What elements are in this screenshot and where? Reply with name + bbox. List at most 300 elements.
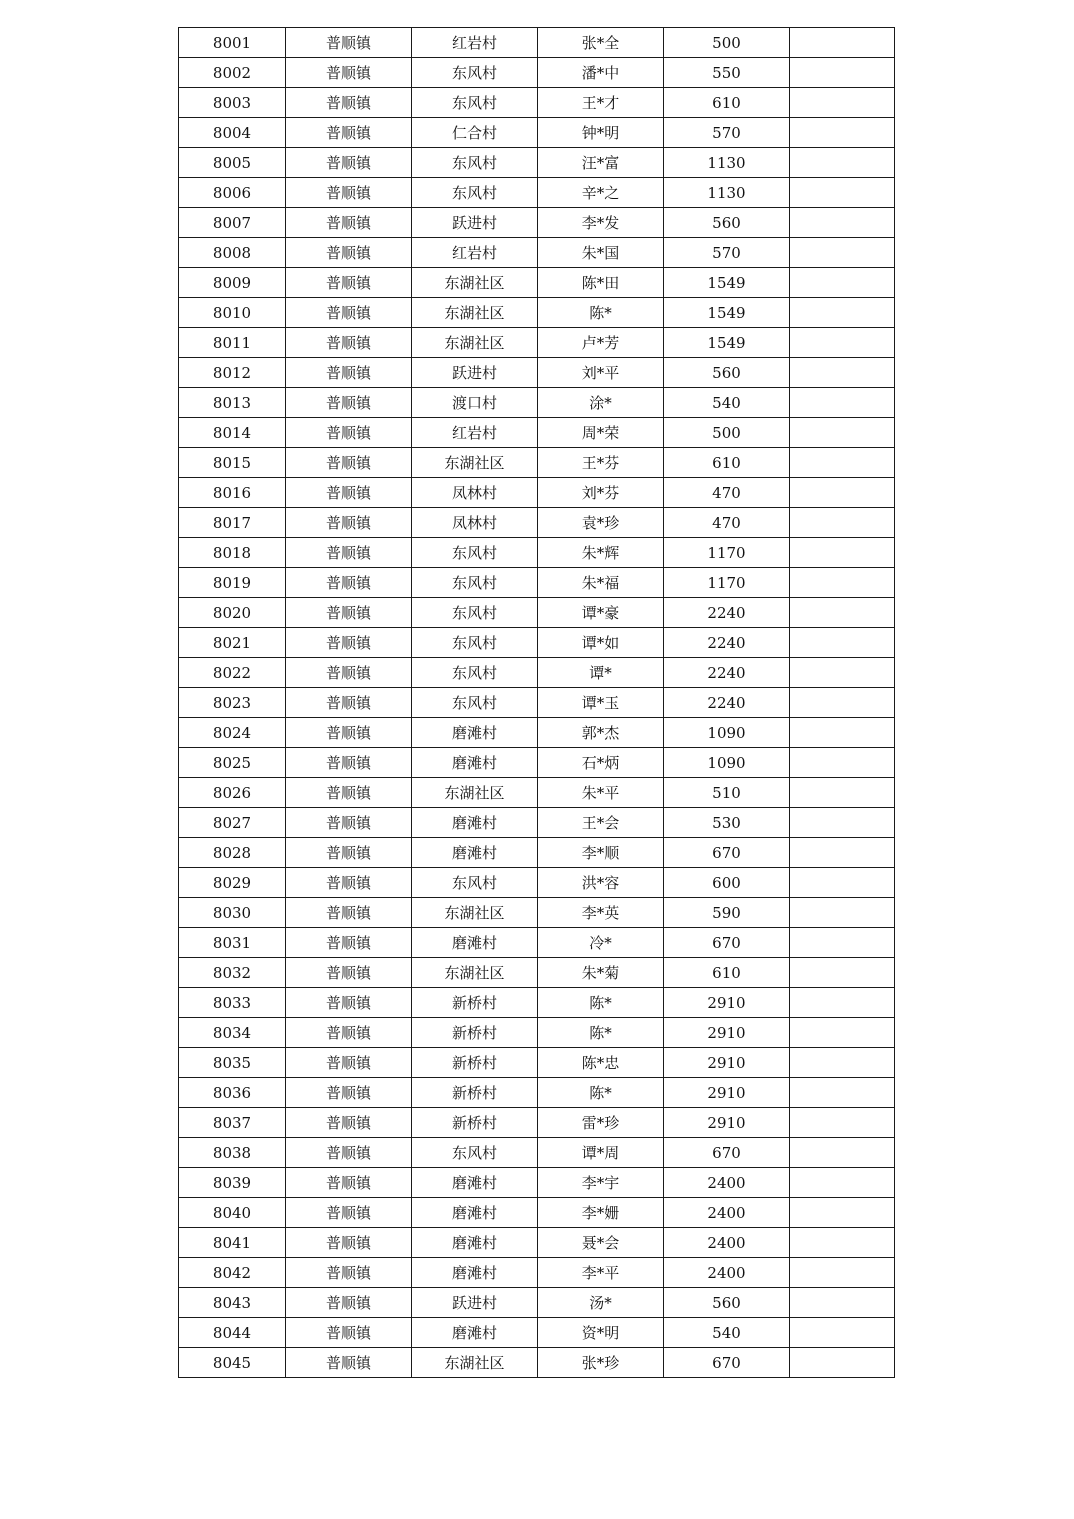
village-cell: 磨滩村 — [412, 808, 538, 838]
row-id-cell: 8034 — [179, 1018, 286, 1048]
town-cell: 普顺镇 — [286, 1138, 412, 1168]
town-cell: 普顺镇 — [286, 598, 412, 628]
village-cell: 磨滩村 — [412, 718, 538, 748]
amount-cell: 610 — [664, 958, 790, 988]
town-cell: 普顺镇 — [286, 628, 412, 658]
village-cell: 凤林村 — [412, 508, 538, 538]
town-cell: 普顺镇 — [286, 1318, 412, 1348]
name-cell: 谭*如 — [538, 628, 664, 658]
town-cell: 普顺镇 — [286, 28, 412, 58]
table-row — [179, 988, 895, 1018]
amount-cell: 610 — [664, 88, 790, 118]
village-cell: 红岩村 — [412, 238, 538, 268]
village-cell: 新桥村 — [412, 988, 538, 1018]
table-row — [179, 508, 895, 538]
town-cell: 普顺镇 — [286, 1108, 412, 1138]
row-id-cell: 8044 — [179, 1318, 286, 1348]
row-id-cell: 8017 — [179, 508, 286, 538]
row-id-cell: 8022 — [179, 658, 286, 688]
name-cell: 王*才 — [538, 88, 664, 118]
name-cell: 朱*菊 — [538, 958, 664, 988]
town-cell: 普顺镇 — [286, 508, 412, 538]
town-cell: 普顺镇 — [286, 928, 412, 958]
amount-cell: 570 — [664, 238, 790, 268]
amount-cell: 1170 — [664, 538, 790, 568]
village-cell: 东风村 — [412, 58, 538, 88]
village-cell: 东风村 — [412, 658, 538, 688]
table-row — [179, 358, 895, 388]
amount-cell: 2400 — [664, 1198, 790, 1228]
note-cell — [790, 958, 895, 988]
town-cell: 普顺镇 — [286, 298, 412, 328]
name-cell: 刘*芬 — [538, 478, 664, 508]
name-cell: 朱*辉 — [538, 538, 664, 568]
table-row — [179, 1318, 895, 1348]
amount-cell: 1130 — [664, 148, 790, 178]
table-row — [179, 448, 895, 478]
name-cell: 洪*容 — [538, 868, 664, 898]
amount-cell: 2240 — [664, 658, 790, 688]
row-id-cell: 8038 — [179, 1138, 286, 1168]
amount-cell: 2240 — [664, 628, 790, 658]
village-cell: 渡口村 — [412, 388, 538, 418]
village-cell: 东湖社区 — [412, 448, 538, 478]
roster-table-body — [179, 28, 895, 1378]
amount-cell: 560 — [664, 1288, 790, 1318]
town-cell: 普顺镇 — [286, 1168, 412, 1198]
village-cell: 东湖社区 — [412, 958, 538, 988]
amount-cell: 1549 — [664, 298, 790, 328]
village-cell: 东风村 — [412, 568, 538, 598]
name-cell: 冷* — [538, 928, 664, 958]
name-cell: 李*姗 — [538, 1198, 664, 1228]
row-id-cell: 8019 — [179, 568, 286, 598]
town-cell: 普顺镇 — [286, 1228, 412, 1258]
amount-cell: 1170 — [664, 568, 790, 598]
village-cell: 东风村 — [412, 178, 538, 208]
table-row — [179, 328, 895, 358]
note-cell — [790, 928, 895, 958]
note-cell — [790, 268, 895, 298]
row-id-cell: 8024 — [179, 718, 286, 748]
village-cell: 磨滩村 — [412, 928, 538, 958]
town-cell: 普顺镇 — [286, 748, 412, 778]
town-cell: 普顺镇 — [286, 208, 412, 238]
amount-cell: 1549 — [664, 268, 790, 298]
town-cell: 普顺镇 — [286, 328, 412, 358]
note-cell — [790, 1138, 895, 1168]
name-cell: 张*珍 — [538, 1348, 664, 1378]
village-cell: 磨滩村 — [412, 748, 538, 778]
table-row — [179, 1138, 895, 1168]
amount-cell: 590 — [664, 898, 790, 928]
note-cell — [790, 778, 895, 808]
name-cell: 卢*芳 — [538, 328, 664, 358]
town-cell: 普顺镇 — [286, 1078, 412, 1108]
note-cell — [790, 988, 895, 1018]
town-cell: 普顺镇 — [286, 118, 412, 148]
name-cell: 陈* — [538, 1018, 664, 1048]
town-cell: 普顺镇 — [286, 418, 412, 448]
town-cell: 普顺镇 — [286, 898, 412, 928]
amount-cell: 2400 — [664, 1258, 790, 1288]
row-id-cell: 8020 — [179, 598, 286, 628]
village-cell: 东风村 — [412, 628, 538, 658]
row-id-cell: 8043 — [179, 1288, 286, 1318]
row-id-cell: 8023 — [179, 688, 286, 718]
village-cell: 红岩村 — [412, 28, 538, 58]
table-row — [179, 658, 895, 688]
amount-cell: 670 — [664, 1348, 790, 1378]
note-cell — [790, 1078, 895, 1108]
name-cell: 朱*国 — [538, 238, 664, 268]
note-cell — [790, 88, 895, 118]
amount-cell: 500 — [664, 418, 790, 448]
name-cell: 陈* — [538, 1078, 664, 1108]
table-row — [179, 538, 895, 568]
name-cell: 王*芬 — [538, 448, 664, 478]
row-id-cell: 8030 — [179, 898, 286, 928]
table-row — [179, 1018, 895, 1048]
note-cell — [790, 1198, 895, 1228]
name-cell: 汪*富 — [538, 148, 664, 178]
village-cell: 新桥村 — [412, 1048, 538, 1078]
row-id-cell: 8002 — [179, 58, 286, 88]
name-cell: 谭*豪 — [538, 598, 664, 628]
row-id-cell: 8018 — [179, 538, 286, 568]
amount-cell: 1090 — [664, 718, 790, 748]
town-cell: 普顺镇 — [286, 658, 412, 688]
note-cell — [790, 448, 895, 478]
table-row — [179, 838, 895, 868]
town-cell: 普顺镇 — [286, 58, 412, 88]
town-cell: 普顺镇 — [286, 238, 412, 268]
name-cell: 朱*福 — [538, 568, 664, 598]
note-cell — [790, 748, 895, 778]
name-cell: 谭*周 — [538, 1138, 664, 1168]
town-cell: 普顺镇 — [286, 448, 412, 478]
table-row — [179, 478, 895, 508]
amount-cell: 1130 — [664, 178, 790, 208]
table-row — [179, 298, 895, 328]
town-cell: 普顺镇 — [286, 568, 412, 598]
row-id-cell: 8036 — [179, 1078, 286, 1108]
village-cell: 磨滩村 — [412, 838, 538, 868]
village-cell: 东风村 — [412, 688, 538, 718]
name-cell: 陈*田 — [538, 268, 664, 298]
village-cell: 新桥村 — [412, 1078, 538, 1108]
amount-cell: 610 — [664, 448, 790, 478]
town-cell: 普顺镇 — [286, 478, 412, 508]
amount-cell: 2400 — [664, 1228, 790, 1258]
amount-cell: 2910 — [664, 988, 790, 1018]
amount-cell: 550 — [664, 58, 790, 88]
village-cell: 跃进村 — [412, 1288, 538, 1318]
row-id-cell: 8045 — [179, 1348, 286, 1378]
name-cell: 李*英 — [538, 898, 664, 928]
village-cell: 红岩村 — [412, 418, 538, 448]
village-cell: 磨滩村 — [412, 1198, 538, 1228]
note-cell — [790, 118, 895, 148]
row-id-cell: 8004 — [179, 118, 286, 148]
table-row — [179, 688, 895, 718]
row-id-cell: 8003 — [179, 88, 286, 118]
row-id-cell: 8015 — [179, 448, 286, 478]
table-row — [179, 718, 895, 748]
name-cell: 李*发 — [538, 208, 664, 238]
name-cell: 郭*杰 — [538, 718, 664, 748]
table-row — [179, 628, 895, 658]
amount-cell: 2910 — [664, 1048, 790, 1078]
town-cell: 普顺镇 — [286, 88, 412, 118]
village-cell: 凤林村 — [412, 478, 538, 508]
note-cell — [790, 508, 895, 538]
row-id-cell: 8028 — [179, 838, 286, 868]
table-row — [179, 148, 895, 178]
table-row — [179, 958, 895, 988]
town-cell: 普顺镇 — [286, 1288, 412, 1318]
name-cell: 袁*珍 — [538, 508, 664, 538]
village-cell: 东湖社区 — [412, 898, 538, 928]
note-cell — [790, 478, 895, 508]
name-cell: 陈* — [538, 298, 664, 328]
row-id-cell: 8016 — [179, 478, 286, 508]
row-id-cell: 8027 — [179, 808, 286, 838]
name-cell: 辛*之 — [538, 178, 664, 208]
note-cell — [790, 178, 895, 208]
town-cell: 普顺镇 — [286, 148, 412, 178]
amount-cell: 540 — [664, 388, 790, 418]
row-id-cell: 8039 — [179, 1168, 286, 1198]
village-cell: 东风村 — [412, 538, 538, 568]
note-cell — [790, 538, 895, 568]
town-cell: 普顺镇 — [286, 1258, 412, 1288]
name-cell: 谭*玉 — [538, 688, 664, 718]
row-id-cell: 8010 — [179, 298, 286, 328]
note-cell — [790, 208, 895, 238]
note-cell — [790, 808, 895, 838]
table-row — [179, 1108, 895, 1138]
row-id-cell: 8033 — [179, 988, 286, 1018]
amount-cell: 2240 — [664, 598, 790, 628]
village-cell: 东风村 — [412, 598, 538, 628]
town-cell: 普顺镇 — [286, 838, 412, 868]
note-cell — [790, 1228, 895, 1258]
note-cell — [790, 868, 895, 898]
note-cell — [790, 58, 895, 88]
table-row — [179, 1168, 895, 1198]
name-cell: 李*顺 — [538, 838, 664, 868]
note-cell — [790, 598, 895, 628]
table-row — [179, 898, 895, 928]
name-cell: 汤* — [538, 1288, 664, 1318]
town-cell: 普顺镇 — [286, 1048, 412, 1078]
village-cell: 东湖社区 — [412, 1348, 538, 1378]
row-id-cell: 8025 — [179, 748, 286, 778]
row-id-cell: 8001 — [179, 28, 286, 58]
note-cell — [790, 28, 895, 58]
village-cell: 磨滩村 — [412, 1228, 538, 1258]
note-cell — [790, 718, 895, 748]
note-cell — [790, 688, 895, 718]
note-cell — [790, 898, 895, 928]
table-row — [179, 1228, 895, 1258]
row-id-cell: 8037 — [179, 1108, 286, 1138]
town-cell: 普顺镇 — [286, 1198, 412, 1228]
note-cell — [790, 1168, 895, 1198]
note-cell — [790, 298, 895, 328]
village-cell: 东湖社区 — [412, 268, 538, 298]
table-row — [179, 1288, 895, 1318]
row-id-cell: 8041 — [179, 1228, 286, 1258]
row-id-cell: 8035 — [179, 1048, 286, 1078]
table-row — [179, 238, 895, 268]
note-cell — [790, 838, 895, 868]
amount-cell: 600 — [664, 868, 790, 898]
row-id-cell: 8014 — [179, 418, 286, 448]
name-cell: 李*宇 — [538, 1168, 664, 1198]
row-id-cell: 8005 — [179, 148, 286, 178]
village-cell: 东风村 — [412, 868, 538, 898]
name-cell: 朱*平 — [538, 778, 664, 808]
table-row — [179, 58, 895, 88]
village-cell: 磨滩村 — [412, 1168, 538, 1198]
table-row — [179, 28, 895, 58]
table-row — [179, 808, 895, 838]
table-row — [179, 748, 895, 778]
village-cell: 新桥村 — [412, 1018, 538, 1048]
name-cell: 刘*平 — [538, 358, 664, 388]
amount-cell: 2910 — [664, 1018, 790, 1048]
village-cell: 磨滩村 — [412, 1318, 538, 1348]
row-id-cell: 8026 — [179, 778, 286, 808]
amount-cell: 2910 — [664, 1078, 790, 1108]
row-id-cell: 8032 — [179, 958, 286, 988]
amount-cell: 1549 — [664, 328, 790, 358]
name-cell: 谭* — [538, 658, 664, 688]
row-id-cell: 8040 — [179, 1198, 286, 1228]
amount-cell: 510 — [664, 778, 790, 808]
town-cell: 普顺镇 — [286, 268, 412, 298]
note-cell — [790, 1318, 895, 1348]
town-cell: 普顺镇 — [286, 688, 412, 718]
note-cell — [790, 568, 895, 598]
note-cell — [790, 148, 895, 178]
row-id-cell: 8006 — [179, 178, 286, 208]
name-cell: 周*荣 — [538, 418, 664, 448]
village-cell: 东风村 — [412, 88, 538, 118]
name-cell: 雷*珍 — [538, 1108, 664, 1138]
table-row — [179, 928, 895, 958]
village-cell: 跃进村 — [412, 208, 538, 238]
note-cell — [790, 388, 895, 418]
name-cell: 钟*明 — [538, 118, 664, 148]
amount-cell: 2910 — [664, 1108, 790, 1138]
row-id-cell: 8031 — [179, 928, 286, 958]
note-cell — [790, 1258, 895, 1288]
amount-cell: 670 — [664, 928, 790, 958]
note-cell — [790, 628, 895, 658]
table-row — [179, 178, 895, 208]
name-cell: 陈*忠 — [538, 1048, 664, 1078]
row-id-cell: 8008 — [179, 238, 286, 268]
row-id-cell: 8011 — [179, 328, 286, 358]
amount-cell: 560 — [664, 208, 790, 238]
row-id-cell: 8029 — [179, 868, 286, 898]
note-cell — [790, 358, 895, 388]
table-row — [179, 208, 895, 238]
table-row — [179, 1048, 895, 1078]
village-cell: 新桥村 — [412, 1108, 538, 1138]
village-cell: 磨滩村 — [412, 1258, 538, 1288]
note-cell — [790, 658, 895, 688]
town-cell: 普顺镇 — [286, 808, 412, 838]
town-cell: 普顺镇 — [286, 778, 412, 808]
name-cell: 陈* — [538, 988, 664, 1018]
village-cell: 仁合村 — [412, 118, 538, 148]
amount-cell: 670 — [664, 1138, 790, 1168]
roster-table — [178, 27, 895, 1378]
table-row — [179, 1258, 895, 1288]
town-cell: 普顺镇 — [286, 718, 412, 748]
amount-cell: 560 — [664, 358, 790, 388]
row-id-cell: 8013 — [179, 388, 286, 418]
town-cell: 普顺镇 — [286, 1018, 412, 1048]
table-row — [179, 268, 895, 298]
note-cell — [790, 238, 895, 268]
name-cell: 王*会 — [538, 808, 664, 838]
amount-cell: 500 — [664, 28, 790, 58]
table-row — [179, 1078, 895, 1108]
amount-cell: 470 — [664, 478, 790, 508]
amount-cell: 2400 — [664, 1168, 790, 1198]
village-cell: 东湖社区 — [412, 778, 538, 808]
village-cell: 东风村 — [412, 148, 538, 178]
row-id-cell: 8042 — [179, 1258, 286, 1288]
village-cell: 东湖社区 — [412, 328, 538, 358]
row-id-cell: 8009 — [179, 268, 286, 298]
name-cell: 石*炳 — [538, 748, 664, 778]
name-cell: 李*平 — [538, 1258, 664, 1288]
name-cell: 资*明 — [538, 1318, 664, 1348]
note-cell — [790, 328, 895, 358]
amount-cell: 670 — [664, 838, 790, 868]
row-id-cell: 8012 — [179, 358, 286, 388]
name-cell: 张*全 — [538, 28, 664, 58]
note-cell — [790, 1288, 895, 1318]
table-row — [179, 868, 895, 898]
table-row — [179, 568, 895, 598]
village-cell: 东湖社区 — [412, 298, 538, 328]
table-row — [179, 388, 895, 418]
table-row — [179, 598, 895, 628]
row-id-cell: 8007 — [179, 208, 286, 238]
town-cell: 普顺镇 — [286, 538, 412, 568]
table-row — [179, 88, 895, 118]
amount-cell: 2240 — [664, 688, 790, 718]
amount-cell: 540 — [664, 1318, 790, 1348]
table-row — [179, 118, 895, 148]
town-cell: 普顺镇 — [286, 868, 412, 898]
amount-cell: 570 — [664, 118, 790, 148]
row-id-cell: 8021 — [179, 628, 286, 658]
table-row — [179, 778, 895, 808]
name-cell: 聂*会 — [538, 1228, 664, 1258]
town-cell: 普顺镇 — [286, 178, 412, 208]
town-cell: 普顺镇 — [286, 988, 412, 1018]
village-cell: 东风村 — [412, 1138, 538, 1168]
table-row — [179, 1198, 895, 1228]
